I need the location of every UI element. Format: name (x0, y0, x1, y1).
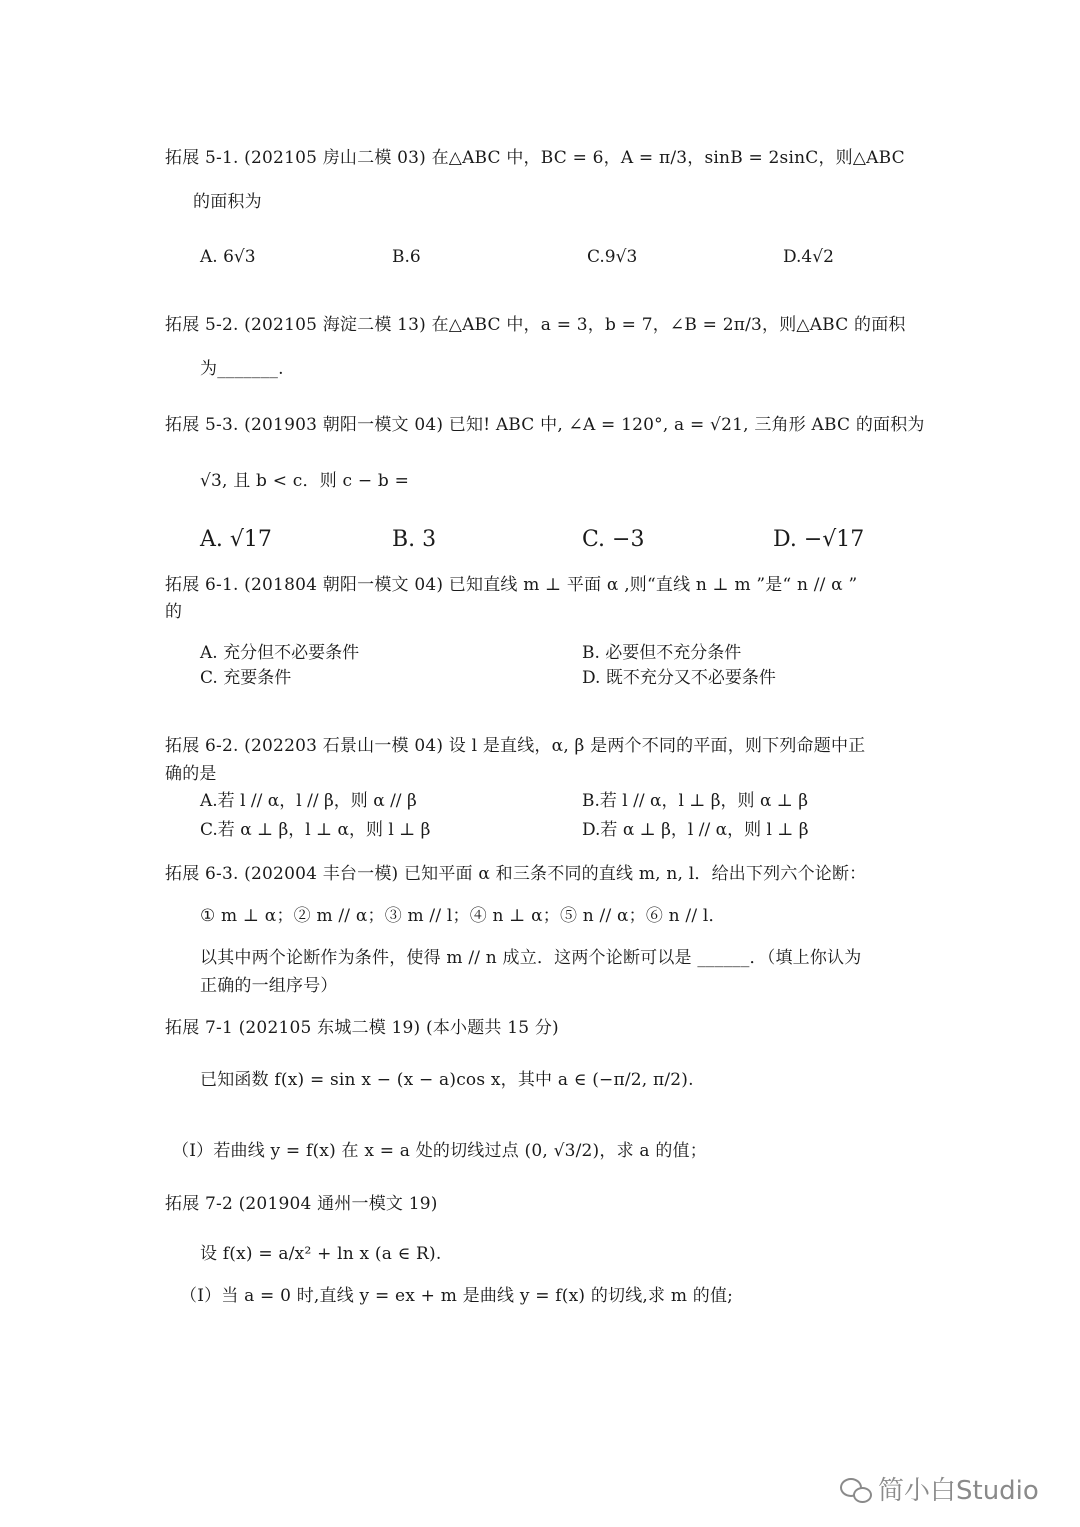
watermark-text: 简小白Studio (878, 1476, 1039, 1506)
problem-5-1-line1: 拓展 5-1. (202105 房山二模 03) 在△ABC 中，BC = 6，A = π/3，sinB = 2sinC，则△ABC (165, 148, 905, 168)
option-d: D. −√17 (773, 527, 865, 552)
problem-6-3-line3: 以其中两个论断作为条件，使得 m // n 成立．这两个论断可以是 ______．（填上你认为 (200, 948, 862, 968)
wechat-icon (840, 1476, 872, 1502)
problem-6-3-line1: 拓展 6-3. (202004 丰台一模) 已知平面 α 和三条不同的直线 m, n, l．给出下列六个论断： (165, 864, 867, 884)
option-d: D.4√2 (783, 247, 834, 267)
option-a: A.若 l // α，l // β，则 α // β (200, 791, 417, 811)
option-a: A. 充分但不必要条件 (200, 643, 360, 663)
problem-5-1-line2: 的面积为 (193, 192, 262, 212)
problem-7-2-line1: 拓展 7-2 (201904 通州一模文 19) (165, 1194, 438, 1214)
option-c: C.9√3 (587, 247, 638, 267)
watermark (840, 1470, 1039, 1507)
problem-5-3-line2: √3, 且 b < c．则 c − b = (200, 471, 410, 491)
problem-5-2-line2: 为_______. (200, 359, 284, 379)
option-b: B. 3 (392, 527, 437, 552)
problem-6-1-line2: 的 (165, 602, 183, 622)
problem-6-1-line1: 拓展 6-1. (201804 朝阳一模文 04) 已知直线 m ⊥ 平面 α ,则“直线 n ⊥ m ”是“ n // α ” (165, 575, 858, 595)
problem-7-1-line2: 已知函数 f(x) = sin x − (x − a)cos x，其中 a ∈ (−π/2, π/2). (200, 1070, 694, 1090)
option-c: C.若 α ⊥ β，l ⊥ α，则 l ⊥ β (200, 820, 431, 840)
problem-7-2-line3: （Ⅰ）当 a = 0 时,直线 y = ex + m 是曲线 y = f(x) 的切线,求 m 的值; (180, 1286, 734, 1306)
option-d: D. 既不充分又不必要条件 (582, 668, 776, 688)
option-b: B.若 l // α，l ⊥ β，则 α ⊥ β (582, 791, 809, 811)
problem-6-3-line4: 正确的一组序号） (200, 976, 338, 996)
problem-5-2-line1: 拓展 5-2. (202105 海淀二模 13) 在△ABC 中，a = 3，b = 7，∠B = 2π/3，则△ABC 的面积 (165, 315, 906, 335)
problem-6-3-line2: ① m ⊥ α；② m // α；③ m // l；④ n ⊥ α；⑤ n // α；⑥ n // l． (200, 906, 726, 926)
option-b: B.6 (392, 247, 421, 267)
option-c: C. −3 (582, 527, 645, 552)
problem-5-3-line1: 拓展 5-3. (201903 朝阳一模文 04) 已知! ABC 中, ∠A = 120°, a = √21, 三角形 ABC 的面积为 (165, 415, 925, 435)
problem-7-2-line2: 设 f(x) = a/x² + ln x (a ∈ R). (200, 1244, 442, 1264)
problem-6-2-line1: 拓展 6-2. (202203 石景山一模 04) 设 l 是直线，α, β 是两个不同的平面，则下列命题中正 (165, 736, 866, 756)
problem-7-1-line3: （Ⅰ）若曲线 y = f(x) 在 x = a 处的切线过点 (0, √3/2)，求 a 的值； (172, 1141, 707, 1161)
problem-7-1-line1: 拓展 7-1 (202105 东城二模 19) (本小题共 15 分) (165, 1018, 559, 1038)
problem-6-2-line2: 确的是 (165, 764, 217, 784)
option-c: C. 充要条件 (200, 668, 292, 688)
option-b: B. 必要但不充分条件 (582, 643, 742, 663)
option-d: D.若 α ⊥ β，l // α，则 l ⊥ β (582, 820, 809, 840)
option-a: A. √17 (200, 527, 272, 552)
option-a: A. 6√3 (200, 247, 256, 267)
